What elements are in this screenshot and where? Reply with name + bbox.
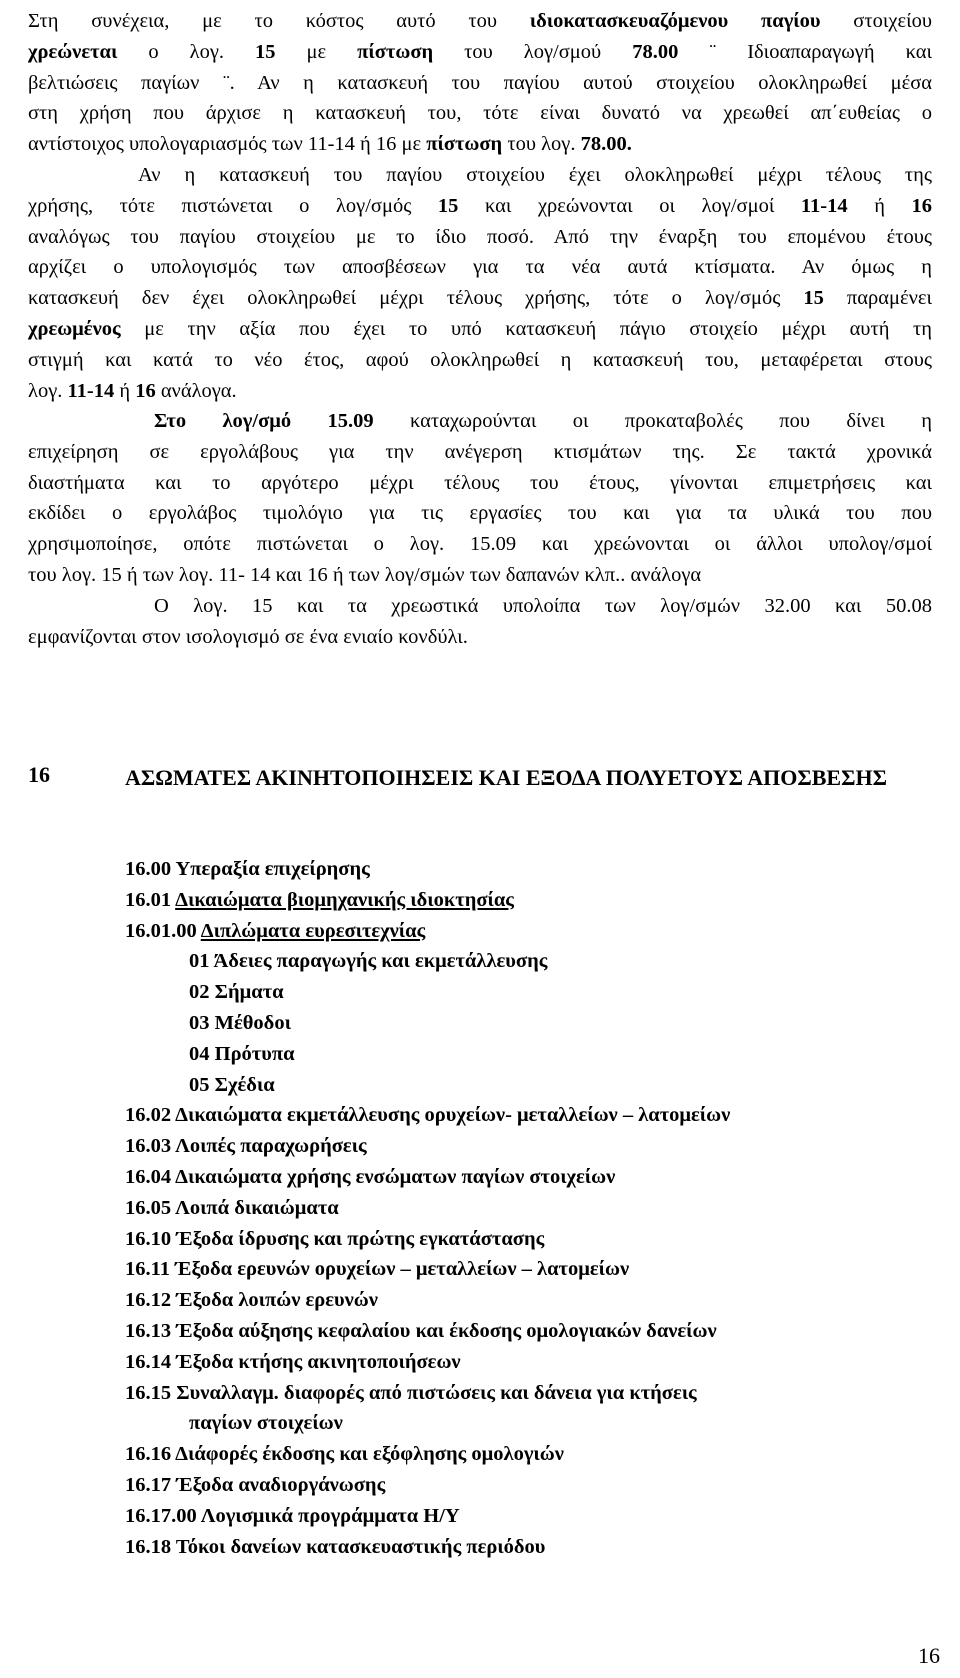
list-item: 16.13 Έξοδα αύξησης κεφαλαίου και έκδοσης ομολογιακών δανείων xyxy=(125,1319,717,1342)
paragraph-advances: Στο λογ/σμό 15.09 καταχωρούνται οι προκαταβολές που δίνει η επιχείρηση σε εργολάβους για την ανέγερση κτισμάτων της. Σε τακτά χρονικά διαστήματα και το αργότερο μέχρι τέλους του έτους, γίνονται επιμετρήσεις και εκδίδει ο εργολάβος τιμολόγιο για τις εργασίες του και για τα υλικά του που χρησιμοποίησε, οπότε πιστώνεται ο λογ. 15.09 και χρεώνονται οι άλλοι υπολογ/σμοί του λογ. 15 ή των λογ. 11- 14 και 16 ή των λογ/σμών των δαπανών κλπ.. ανάλογα xyxy=(28,410,932,586)
list-item: 16.10 Έξοδα ίδρυσης και πρώτης εγκατάστασης xyxy=(125,1227,545,1250)
section-number: 16 xyxy=(28,762,50,787)
list-item: 16.01 Δικαιώματα βιομηχανικής ιδιοκτησίας xyxy=(125,888,514,911)
account-list xyxy=(125,854,945,1562)
list-item: 01 Άδειες παραγωγής και εκμετάλλευσης xyxy=(189,950,548,973)
paragraph-completion: Αν η κατασκευή του παγίου στοιχείου έχει ολοκληρωθεί μέχρι τέλους της χρήσης, τότε πιστώνεται ο λογ/σμός 15 και χρεώνονται οι λογ/σμοί 11-14 ή 16 αναλόγως του παγίου στοιχείου με το ίδιο ποσό. Από την έναρξη του επομένου έτους αρχίζει ο υπολογισμός των αποσβέσεων για τα νέα αυτά κτίσματα. Αν όμως η κατασκευή δεν έχει ολοκληρωθεί μέχρι τέλους χρήσης, τότε ο λογ/σμός 15 παραμένει χρεωμένος με την αξία που έχει το υπό κατασκευή πάγιο στοιχείο μέχρι αυτή τη στιγμή και κατά το νέο έτος, αφού ολοκληρωθεί η κατασκευή του, μεταφέρεται στους λογ. 11-14 ή 16 ανάλογα. xyxy=(28,164,932,402)
list-item: 16.18 Τόκοι δανείων κατασκευαστικής περιόδου xyxy=(125,1535,546,1558)
list-item: 16.04 Δικαιώματα χρήσης ενσώματων παγίων στοιχείων xyxy=(125,1165,616,1188)
list-item: 16.17 Έξοδα αναδιοργάνωσης xyxy=(125,1473,386,1496)
list-item: 16.05 Λοιπά δικαιώματα xyxy=(125,1196,339,1219)
list-item: 02 Σήματα xyxy=(189,981,284,1004)
list-item: 16.15 Συναλλαγμ. διαφορές από πιστώσεις και δάνεια για κτήσεις παγίων στοιχείων xyxy=(125,1381,697,1435)
list-item: 16.11 Έξοδα ερευνών ορυχείων – μεταλλείων – λατομείων xyxy=(125,1258,630,1281)
list-item: 05 Σχέδια xyxy=(189,1073,275,1096)
list-item: 03 Μέθοδοι xyxy=(189,1011,291,1034)
list-item: 16.02 Δικαιώματα εκμετάλλευσης ορυχείων- μεταλλείων – λατομείων xyxy=(125,1104,731,1127)
list-item: 04 Πρότυπα xyxy=(189,1042,295,1065)
list-item: 16.12 Έξοδα λοιπών ερευνών xyxy=(125,1289,378,1312)
list-item: 16.01.00 Διπλώματα ευρεσιτεχνίας xyxy=(125,919,426,942)
paragraph-self-construction: Στη συνέχεια, με το κόστος αυτό του ιδιοκατασκευαζόμενου παγίου στοιχείου χρεώνεται ο λογ. 15 με πίστωση του λογ/σμού 78.00 ¨ Ιδιοαπαραγωγή και βελτιώσεις παγίων ¨. Αν η κατασκευή του παγίου αυτού στοιχείου ολοκληρωθεί μέσα στη χρήση που άρχισε η κατασκευή του, τότε είναι δυνατό να χρεωθεί απ΄ευθείας ο αντίστοιχος υπολογαριασμός των 11-14 ή 16 με πίστωση του λογ. 78.00. xyxy=(28,10,933,156)
list-item: 16.03 Λοιπές παραχωρήσεις xyxy=(125,1135,367,1158)
list-item: 16.00 Υπεραξία επιχείρησης xyxy=(125,858,370,880)
list-item: 16.14 Έξοδα κτήσης ακινητοποιήσεων xyxy=(125,1350,461,1373)
paragraph-balance-sheet: Ο λογ. 15 και τα χρεωστικά υπολοίπα των λογ/σμών 32.00 και 50.08 εμφανίζονται στον ισολογισμό σε ένα ενιαίο κονδύλι. xyxy=(28,595,932,648)
list-item: 16.17.00 Λογισμικά προγράμματα Η/Υ xyxy=(125,1504,460,1527)
page-number: 16 xyxy=(918,1643,940,1668)
section-title: ΑΣΩΜΑΤΕΣ ΑΚΙΝΗΤΟΠΟΙΗΣΕΙΣ ΚΑΙ ΕΞΟΔΑ ΠΟΛΥΕΤΟΥΣ ΑΠΟΣΒΕΣΗΣ xyxy=(125,765,887,790)
list-item: 16.16 Διάφορές έκδοσης και εξόφλησης ομολογιών xyxy=(125,1443,564,1466)
